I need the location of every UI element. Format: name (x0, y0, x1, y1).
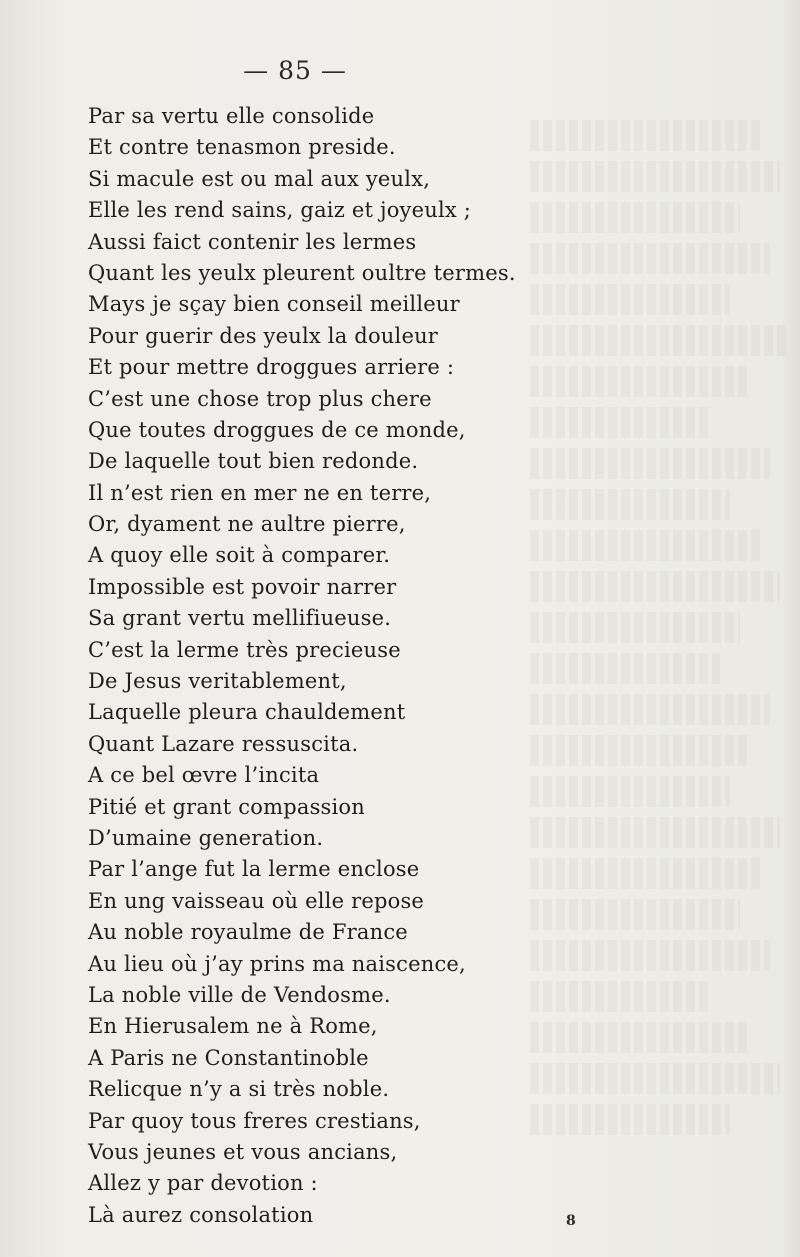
verse-line: De Jesus veritablement, (88, 669, 347, 694)
verse-line: C’est la lerme très precieuse (88, 637, 401, 662)
verse-line: C’est une chose trop plus chere (88, 386, 432, 411)
verse-line: Vous jeunes et vous ancians, (88, 1139, 398, 1164)
verse-line: Pour guerir des yeulx la douleur (88, 323, 439, 348)
verse-line: La noble ville de Vendosme. (88, 982, 391, 1007)
verse-line: Aussi faict contenir les lermes (88, 229, 417, 254)
verse-line: En Hierusalem ne à Rome, (88, 1014, 378, 1039)
verse-line: Et contre tenasmon preside. (88, 135, 396, 160)
verse-line: A ce bel œvre l’incita (88, 763, 320, 788)
verse-line: Quant Lazare ressuscita. (88, 731, 359, 756)
verse-line: Et pour mettre droggues arriere : (88, 355, 455, 380)
verse-line: Mays je sçay bien conseil meilleur (88, 292, 460, 317)
verse-line: Elle les rend sains, gaiz et joyeulx ; (88, 198, 472, 223)
page-number: — 85 — (243, 56, 347, 85)
verse-line: Si macule est ou mal aux yeulx, (88, 166, 431, 191)
verse-line: Or, dyament ne aultre pierre, (88, 512, 406, 537)
verse-line: Pitié et grant compassion (88, 794, 366, 819)
poem-text (88, 101, 516, 1231)
verse-line: A Paris ne Constantinoble (88, 1045, 369, 1070)
verse-line: Impossible est povoir narrer (88, 574, 397, 599)
verse-line: En ung vaisseau où elle repose (88, 888, 425, 913)
facing-page-bleed-through (520, 110, 800, 1210)
verse-line: Il n’est rien en mer ne en terre, (88, 480, 432, 505)
verse-line: Au lieu où j’ay prins ma naiscence, (88, 951, 466, 976)
verse-line: De laquelle tout bien redonde. (88, 449, 419, 474)
verse-line: Que toutes droggues de ce monde, (88, 417, 466, 442)
verse-line: Par quoy tous freres crestians, (88, 1108, 421, 1133)
verse-line: Par l’ange fut la lerme enclose (88, 857, 420, 882)
verse-line: Par sa vertu elle consolide (88, 104, 375, 128)
verse-line: Laquelle pleura chauldement (88, 700, 406, 725)
verse-line: D’umaine generation. (88, 825, 324, 850)
verse-line: Là aurez consolation (88, 1202, 314, 1227)
page-edge-shadow (782, 0, 800, 1257)
verse-line: Au noble royaulme de France (88, 920, 408, 945)
verse-line: Allez y par devotion : (88, 1171, 318, 1196)
printer-signature-mark: 8 (566, 1213, 576, 1229)
verse-line: A quoy elle soit à comparer. (88, 543, 391, 568)
verse-line: Relicque n’y a si très noble. (88, 1077, 390, 1102)
verse-line: Sa grant vertu mellifiueuse. (88, 606, 392, 631)
verse-line: Quant les yeulx pleurent oultre termes. (88, 260, 516, 285)
